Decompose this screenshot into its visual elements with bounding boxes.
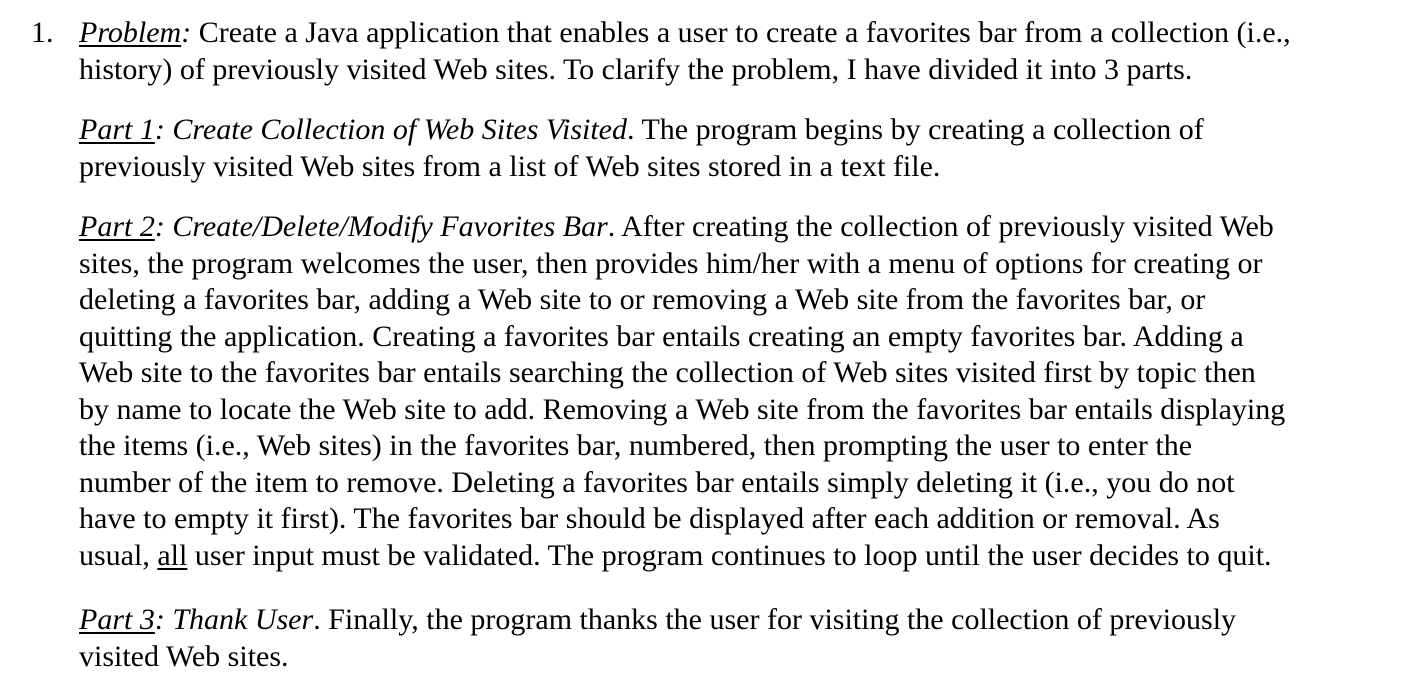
part-1-label: Part 1: [79, 113, 155, 146]
part-1-colon: :: [154, 113, 165, 146]
part-2-paragraph: [79, 209, 1389, 574]
part-2-line-5: Web site to the favorites bar entails searching the collection of Web sites visited first by topic then: [79, 356, 1256, 389]
part-1-line-2: previously visited Web sites from a list of Web sites stored in a text file.: [79, 149, 941, 183]
part-2-emphasis-all: all: [157, 538, 188, 572]
part-3-title: Thank User: [164, 603, 314, 636]
part-3-text-1: . Finally, the program thanks the user for visiting the collection of previously: [313, 603, 1237, 636]
part-2-line-2: sites, the program welcomes the user, then provides him/her with a menu of options for creating or: [79, 246, 1263, 280]
list-item-number: 1.: [31, 16, 54, 49]
part-2-line-8: number of the item to remove. Deleting a favorites bar entails simply deleting it (i.e., you do not: [79, 465, 1235, 499]
part-2-line-7: the items (i.e., Web sites) in the favorites bar, numbered, then prompting the user to enter the: [79, 429, 1193, 462]
part-2-line-1: [79, 209, 1389, 246]
part-3-colon: :: [154, 603, 165, 636]
part-3-paragraph: [79, 602, 1389, 675]
part-2-label: Part 2: [79, 210, 155, 243]
problem-paragraph: [79, 15, 1389, 88]
problem-text-1: Create a Java application that enables a user to create a favorites bar from a collection (i.e.,: [191, 16, 1291, 49]
part-1-text-1: . The program begins by creating a collection of: [627, 113, 1204, 146]
part-2-line-3: deleting a favorites bar, adding a Web site to or removing a Web site from the favorites bar, or: [79, 283, 1206, 316]
part-2-line-4: quitting the application. Creating a favorites bar entails creating an empty favorites bar. Adding a: [79, 319, 1244, 353]
part-3-label: Part 3: [79, 603, 155, 636]
problem-line-1: [79, 15, 1389, 52]
part-2-colon: :: [154, 210, 165, 243]
part-2-line-6: by name to locate the Web site to add. Removing a Web site from the favorites bar entails displaying: [79, 392, 1286, 426]
part-1-line-1: [79, 112, 1389, 149]
part-2-line-9: have to empty it first). The favorites bar should be displayed after each addition or removal. As: [79, 502, 1220, 535]
problem-label: Problem: [79, 16, 182, 49]
problem-line-2: history) of previously visited Web sites. To clarify the problem, I have divided it into 3 parts.: [79, 52, 1193, 86]
part-2-line-10: [79, 538, 1389, 575]
part-2-text-10-end: user input must be validated. The program continues to loop until the user decides to quit.: [187, 538, 1272, 572]
part-1-title: Create Collection of Web Sites Visited: [164, 113, 628, 146]
part-3-line-1: [79, 602, 1389, 639]
problem-colon: :: [181, 16, 192, 49]
part-2-title: Create/Delete/Modify Favorites Bar: [164, 210, 608, 243]
part-2-text-1: . After creating the collection of previously visited Web: [607, 210, 1274, 243]
part-2-text-10-start: usual,: [79, 538, 158, 572]
part-3-line-2: visited Web sites.: [79, 639, 289, 673]
part-1-paragraph: [79, 112, 1389, 185]
